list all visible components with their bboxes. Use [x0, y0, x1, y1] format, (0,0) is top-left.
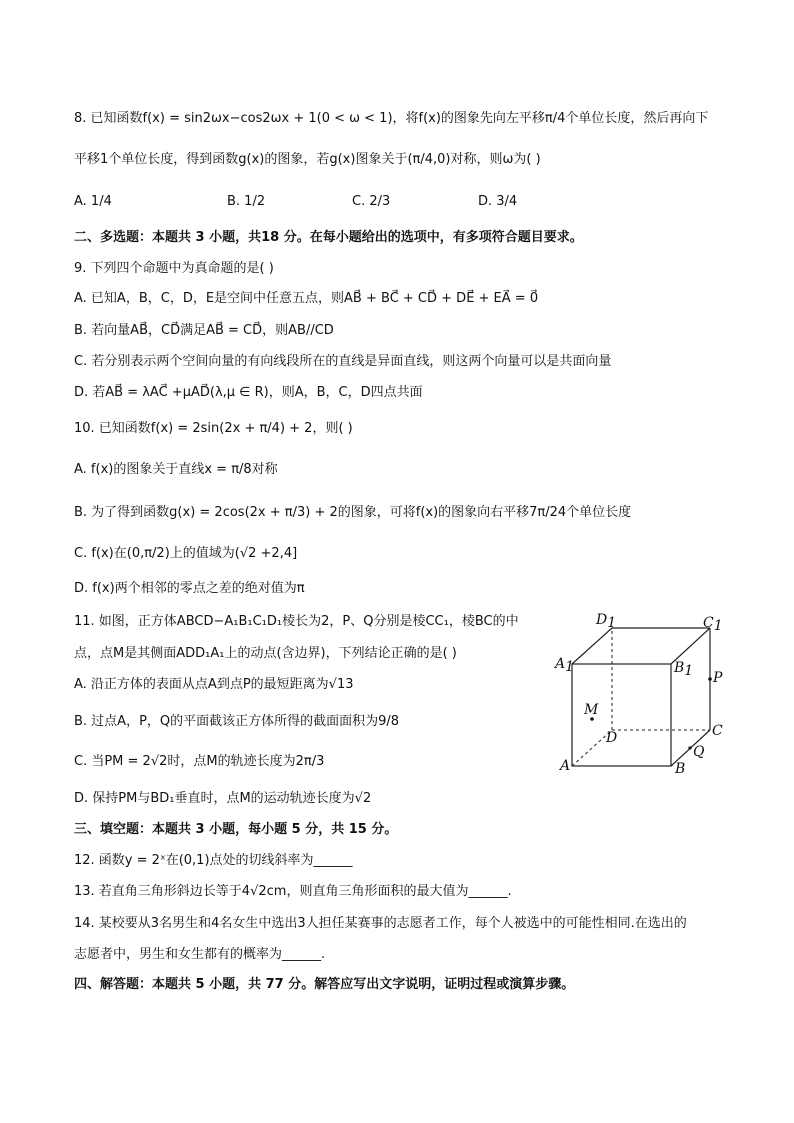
q9-option-b: B. 若向量AB⃗，CD⃗满足AB⃗ = CD⃗，则AB//CD — [74, 323, 334, 338]
edge-A1D1 — [572, 628, 612, 664]
section-heading-solutions: 四、解答题：本题共 5 小题，共 77 分。解答应写出文字说明，证明过程或演算步骤。 — [74, 977, 575, 992]
q10-option-a: A. f(x)的图象关于直线x = π/8对称 — [74, 462, 278, 477]
q11-option-b: B. 过点A，P，Q的平面截该正方体所得的截面面积为9/8 — [74, 714, 400, 729]
edge-B1C1 — [671, 628, 710, 664]
label-C: C — [712, 723, 723, 739]
point-Q — [688, 746, 691, 749]
q8-line2: 平移1个单位长度，得到函数g(x)的图象，若g(x)图象关于(π/4,0)对称，则ω为( ) — [74, 152, 541, 167]
q9-stem: 9. 下列四个命题中为真命题的是( ) — [74, 261, 274, 276]
q8-option-b: B. 1/2 — [227, 194, 266, 209]
q11-option-a: A. 沿正方体的表面从点A到点P的最短距离为√13 — [74, 677, 354, 692]
q10-stem: 10. 已知函数f(x) = 2sin(2x + π/4) + 2，则( ) — [74, 421, 353, 436]
q10-option-c: C. f(x)在(0,π/2)上的值域为(√2 +2,4] — [74, 546, 298, 561]
label-D: D — [606, 730, 618, 746]
q11-option-d: D. 保持PM与BD₁垂直时，点M的运动轨迹长度为√2 — [74, 791, 372, 806]
q10-option-b: B. 为了得到函数g(x) = 2cos(2x + π/3) + 2的图象，可将f(x)的图象向右平移7π/24个单位长度 — [74, 505, 632, 520]
point-P — [708, 677, 712, 681]
q8-option-a: A. 1/4 — [74, 194, 112, 209]
q10-option-d: D. f(x)两个相邻的零点之差的绝对值为π — [74, 581, 305, 596]
q14-line2: 志愿者中，男生和女生都有的概率为______. — [74, 947, 326, 962]
label-B: B — [675, 761, 686, 777]
q8-line1: 8. 已知函数f(x) = sin2ωx−cos2ωx + 1(0 < ω < 1)，将f(x)的图象先向左平移π/4个单位长度，然后再向下 — [74, 111, 709, 126]
label-D1: D1 — [596, 612, 617, 631]
q12: 12. 函数y = 2ˣ在(0,1)点处的切线斜率为______ — [74, 853, 353, 868]
q13: 13. 若直角三角形斜边长等于4√2cm，则直角三角形面积的最大值为______. — [74, 884, 512, 899]
label-M: M — [584, 702, 599, 718]
cube-figure — [548, 608, 738, 778]
section-heading-fill-blank: 三、填空题：本题共 3 小题，每小题 5 分，共 15 分。 — [74, 822, 398, 837]
q14-line1: 14. 某校要从3名男生和4名女生中选出3人担任某赛事的志愿者工作，每个人被选中的可能性相同.在选出的 — [74, 916, 687, 931]
label-P: P — [713, 670, 723, 686]
q11-line1: 11. 如图，正方体ABCD−A₁B₁C₁D₁棱长为2，P、Q分别是棱CC₁，棱BC的中 — [74, 614, 519, 629]
label-A1: A1 — [555, 656, 575, 675]
label-Q: Q — [693, 744, 705, 760]
section-heading-multi-choice: 二、多选题：本题共 3 小题，共18 分。在每小题给出的选项中，有多项符合题目要求。 — [74, 230, 583, 245]
label-B1: B1 — [674, 660, 694, 679]
q8-option-d: D. 3/4 — [478, 194, 518, 209]
q8-option-c: C. 2/3 — [352, 194, 391, 209]
q9-option-d: D. 若AB⃗ = λAC⃗ +μAD⃗(λ,μ ∈ R)，则A，B，C，D四点共面 — [74, 385, 423, 400]
q9-option-a: A. 已知A，B，C，D，E是空间中任意五点，则AB⃗ + BC⃗ + CD⃗ + DE⃗ + EA⃗ = 0⃗ — [74, 291, 539, 306]
label-C1: C1 — [703, 615, 723, 634]
q11-line2: 点，点M是其侧面ADD₁A₁上的动点(含边界)，下列结论正确的是( ) — [74, 646, 457, 661]
label-A: A — [560, 758, 571, 774]
q9-option-c: C. 若分别表示两个空间向量的有向线段所在的直线是异面直线，则这两个向量可以是共面向量 — [74, 354, 612, 369]
q11-option-c: C. 当PM = 2√2时，点M的轨迹长度为2π/3 — [74, 754, 325, 769]
